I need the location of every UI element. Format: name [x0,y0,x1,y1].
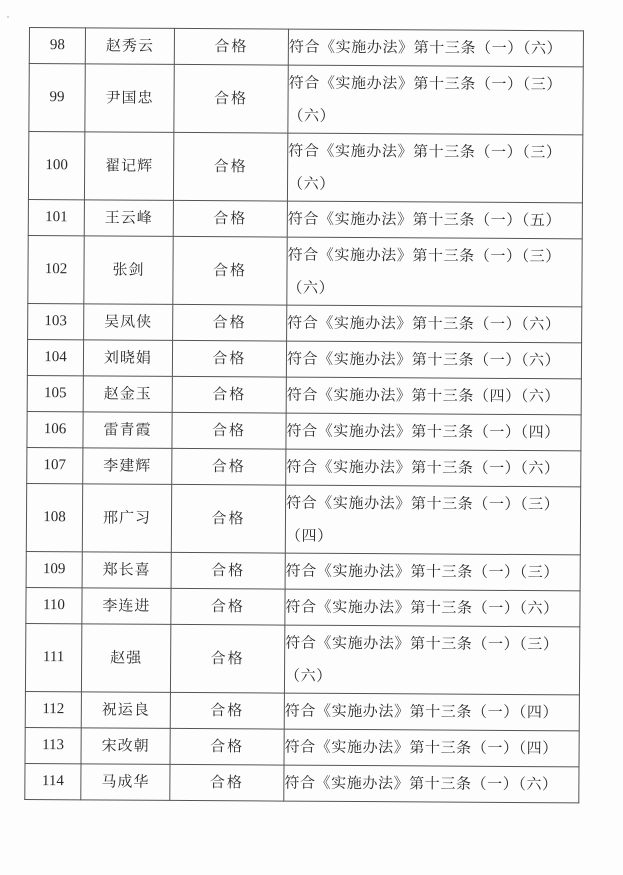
row-number-cell: 109 [26,551,82,587]
row-number-cell: 102 [28,235,84,303]
basis-cell [284,625,579,695]
basis-cell [287,201,582,239]
basis-text-line: 符合《实施办法》第十三条（一）（三） [285,633,559,653]
person-name-cell: 翟记辉 [84,132,173,201]
result-cell: 合格 [173,200,287,237]
person-name-cell: 邢广习 [82,484,171,553]
person-name-cell: 祝运良 [81,692,170,729]
row-number-cell: 101 [28,199,84,235]
result-cell: 合格 [171,588,285,625]
result-cell: 合格 [171,484,285,553]
table-row [26,483,580,554]
row-number-cell: 108 [26,483,82,551]
basis-cell [286,449,581,487]
table-row [25,623,579,694]
person-name-cell: 张剑 [84,236,173,305]
row-number-cell: 106 [27,411,83,447]
basis-text-line: 符合《实施办法》第十三条（一）（四） [286,421,560,442]
table-row [26,587,580,626]
row-number-cell: 110 [26,587,82,623]
basis-text-line: 符合《实施办法》第十三条（一）（六） [288,37,563,58]
table-row [27,411,581,450]
table-row [28,235,582,306]
basis-text-line: 符合《实施办法》第十三条（一）（三） [287,245,561,265]
person-name-cell: 郑长喜 [82,552,171,589]
table-row [28,199,582,238]
result-cell: 合格 [170,624,284,693]
person-name-cell: 尹国忠 [85,64,174,133]
result-cell: 合格 [172,412,286,449]
basis-text-line: 符合《实施办法》第十三条（一）（六） [287,313,561,334]
person-name-cell: 马成华 [81,764,170,801]
basis-text-line: 符合《实施办法》第十三条（一）（六） [284,773,558,794]
basis-cell [286,413,581,451]
table-row [25,727,579,766]
basis-cell [285,485,580,555]
person-name-cell: 宋改朝 [81,728,170,765]
result-cell: 合格 [172,340,286,377]
result-cell: 合格 [174,64,288,133]
basis-cell [286,377,581,415]
table-row [25,691,579,730]
basis-cell [287,305,582,343]
person-name-cell: 王云峰 [84,200,173,237]
basis-cell [284,693,579,731]
basis-text-line: 符合《实施办法》第十三条（一）（六） [286,349,561,370]
row-number-cell: 100 [28,132,84,200]
basis-text-line: 符合《实施办法》第十三条（一）（四） [284,737,558,758]
row-number-cell: 111 [25,623,81,691]
result-cell: 合格 [171,552,285,589]
row-number-cell: 105 [27,375,83,411]
table-row [28,132,582,203]
table-row [25,763,579,802]
table-row [29,64,583,135]
table-row [27,339,581,378]
basis-cell [288,29,583,67]
basis-text-line: 符合《实施办法》第十三条（一）（三） [285,561,560,582]
row-number-cell: 112 [25,691,81,727]
basis-text-line: 符合《实施办法》第十三条（一）（五） [287,209,562,230]
person-name-cell: 刘晓娟 [83,340,172,377]
basis-cell [285,553,580,591]
person-name-cell: 赵金玉 [83,376,172,413]
row-number-cell: 98 [29,28,85,64]
result-cell: 合格 [173,132,287,201]
row-number-cell: 99 [29,64,85,132]
table-row [28,303,582,342]
person-name-cell: 李建辉 [83,448,172,485]
basis-cell [288,65,583,135]
person-name-cell: 赵强 [81,624,170,693]
basis-text-line: 符合《实施办法》第十三条（一）（三） [286,493,560,513]
result-cell: 合格 [172,376,286,413]
basis-text-line: （六） [284,666,332,685]
basis-text-line: 符合《实施办法》第十三条（一）（六） [286,457,560,478]
table-row [29,28,583,67]
person-name-cell: 李连进 [82,588,171,625]
row-number-cell: 104 [27,339,83,375]
result-cell: 合格 [170,692,284,729]
basis-text-line: 符合《实施办法》第十三条（一）（三） [288,141,562,161]
basis-text-line: 符合《实施办法》第十三条（四）（六） [286,385,561,406]
scan-speck [7,16,9,18]
basis-text-line: （六） [287,278,335,297]
person-name-cell: 吴凤侠 [84,304,173,341]
result-cell: 合格 [170,728,284,765]
row-number-cell: 113 [25,727,81,763]
basis-text-line: （六） [288,106,336,125]
basis-text-line: 符合《实施办法》第十三条（一）（六） [285,597,559,618]
roster-table [24,27,584,803]
roster-table-body [25,28,584,803]
basis-cell [285,589,580,627]
basis-cell [284,729,579,767]
row-number-cell: 103 [28,303,84,339]
row-number-cell: 107 [27,447,83,483]
result-cell: 合格 [173,236,287,305]
result-cell: 合格 [173,304,287,341]
basis-cell [286,341,581,379]
basis-text-line: 符合《实施办法》第十三条（一）（四） [284,701,559,722]
row-number-cell: 114 [25,763,81,799]
table-row [27,447,581,486]
result-cell: 合格 [174,28,288,65]
person-name-cell: 赵秀云 [85,28,174,65]
basis-cell [287,237,582,307]
basis-cell [287,133,582,203]
result-cell: 合格 [170,764,284,801]
basis-text-line: （四） [285,526,333,545]
table-row [27,375,581,414]
basis-text-line: 符合《实施办法》第十三条（一）（三） [288,73,563,93]
basis-cell [284,765,579,803]
person-name-cell: 雷青霞 [83,412,172,449]
table-row [26,551,580,590]
basis-text-line: （六） [287,174,335,193]
result-cell: 合格 [172,448,286,485]
